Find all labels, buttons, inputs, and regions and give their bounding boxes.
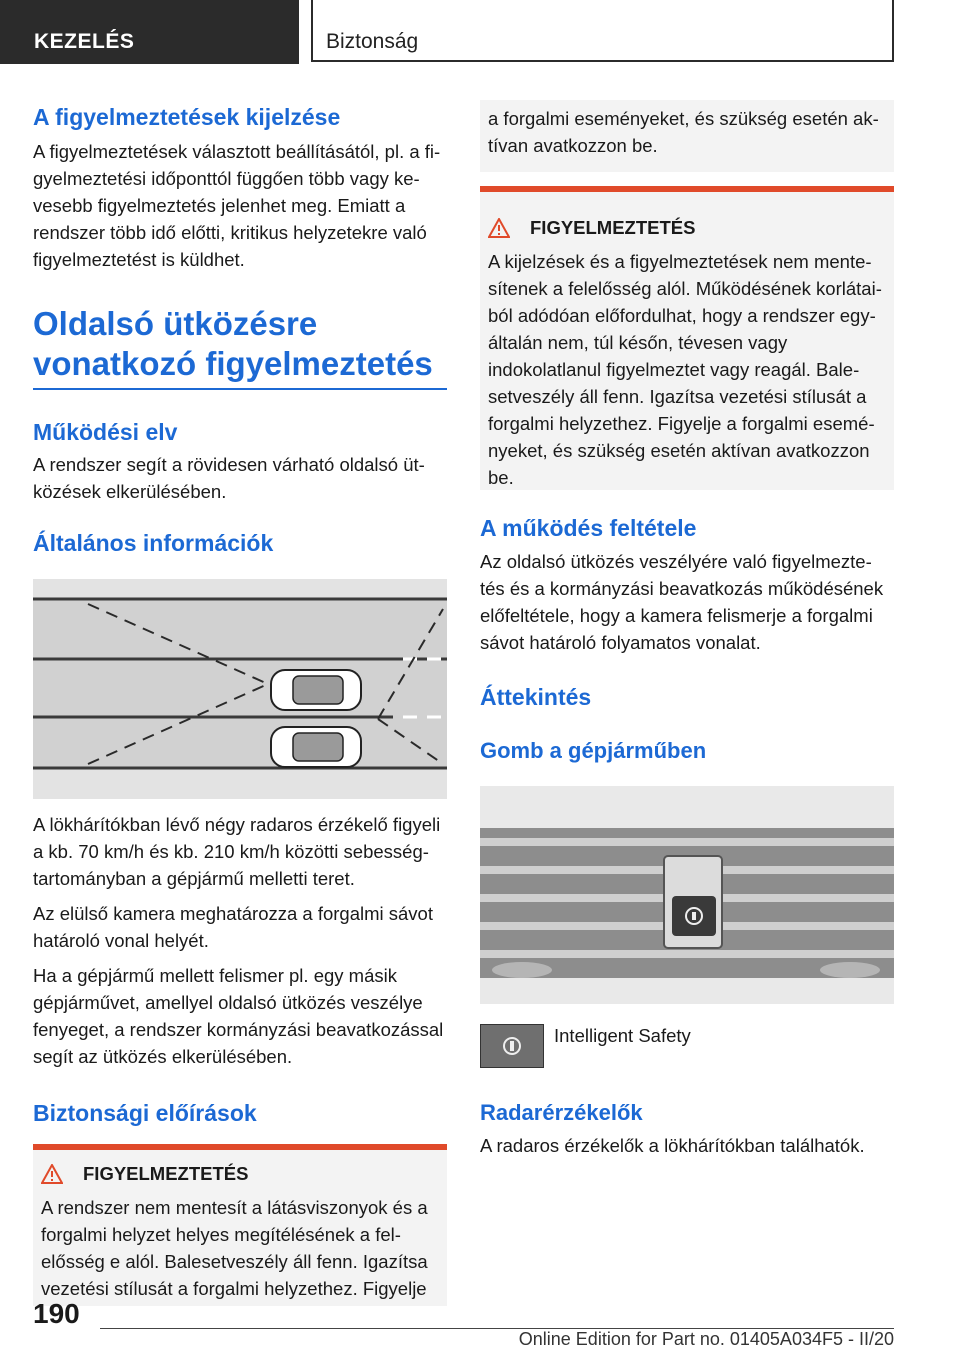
warning-title: FIGYELMEZTETÉS <box>83 1163 249 1184</box>
heading-safety: Biztonsági előírások <box>33 1100 257 1126</box>
intelligent-safety-button-icon <box>480 1024 544 1068</box>
warning-box <box>33 1144 447 1306</box>
title-rule <box>33 388 447 390</box>
button-label: Intelligent Safety <box>554 1025 691 1046</box>
warning-bar-2 <box>480 186 894 192</box>
paragraph-radar: A radaros érzékelők a lökhárítókban találhatók. <box>480 1135 865 1156</box>
heading-display: A figyelmeztetések kijelzése <box>33 104 341 130</box>
warning-text-2: A kijelzések és a figyelmeztetések nem mente-sítenek a felelősség alól. Működésének korlátai-ból adódóan előfordulhat, hogy a rendszer egy-általán nem, túl későn, tévesen vagy indokolatlanul figyelmeztet vagy reagál. Bale-setveszély áll fenn. Igazítsa vezetési stílusát a forgalmi helyzethez. Figyelje a forgalmi esemé-nyeket, és szükség esetén aktívan avatkozzon be. <box>488 251 882 488</box>
section-tab <box>0 0 299 64</box>
warning-continued <box>480 100 894 172</box>
car-top-icon <box>271 670 361 710</box>
heading-overview: Áttekintés <box>480 684 592 710</box>
right-column <box>480 100 894 1159</box>
paragraph-condition: Az oldalsó ütközés veszélyére való figyelmezte-tés és a kormányzási beavatkozás működésének előfeltétele, hogy a kamera felismerje a forgalmi sávot határoló folyamatos vonalat. <box>480 551 884 653</box>
paragraph-intervene: Ha a gépjármű mellett felismer pl. egy másik gépjárművet, amellyel oldalsó ütközés veszélye fenyeget, a rendszer kormányzási beavatkozással segít az ütközés elkerülésében. <box>33 965 444 1067</box>
heading-general: Általános információk <box>33 530 274 556</box>
warning-text: A rendszer nem mentesít a látásviszonyok és a forgalmi helyzet helyes megítélésének a fel-elősség e alól. Balesetveszély áll fenn. Igazítsa vezetési stílusát a forgalmi helyzethez. Figyelje <box>41 1197 428 1299</box>
warning-header <box>33 1154 447 1194</box>
left-column <box>33 100 447 1306</box>
topic-title: Biztonság <box>326 30 419 53</box>
button-legend <box>480 1024 894 1068</box>
page-title-line2: vonatkozó figyelmeztetés <box>33 345 433 382</box>
warning-bar <box>33 1144 447 1150</box>
paragraph-principle: A rendszer segít a rövidesen várható oldalsó üt-közések elkerülésében. <box>33 454 425 502</box>
warning-title-2: FIGYELMEZTETÉS <box>530 217 696 238</box>
heading-condition: A működés feltétele <box>480 515 697 541</box>
heading-button: Gomb a gépjárműben <box>480 738 707 763</box>
warning-continued-text: a forgalmi eseményeket, és szükség esetén ak-tívan avatkozzon be. <box>488 108 879 156</box>
warning-triangle-icon <box>488 218 510 238</box>
warning-triangle-icon <box>41 1164 63 1184</box>
topic-tab <box>311 0 894 62</box>
section-title: KEZELÉS <box>34 30 135 53</box>
footer-edition: Online Edition for Part no. 01405A034F5 - II/20 <box>518 1329 894 1349</box>
paragraph-sensors: A lökhárítókban lévő négy radaros érzékelő figyeli a kb. 70 km/h és kb. 210 km/h közötti sebesség-tartományban a gépjármű melletti teret. <box>33 814 441 889</box>
heading-principle: Működési elv <box>33 419 178 445</box>
page-number: 190 <box>33 1298 80 1329</box>
heading-radar: Radarérzékelők <box>480 1100 643 1125</box>
paragraph-display: A figyelmeztetések választott beállításától, pl. a fi-gyelmeztetési időponttól függően több vagy ke-vesebb figyelmeztetés jelenhet meg. Emiatt a rendszer több idő előtti, kritikus helyzetekre való figyelmeztetést is küldhet. <box>33 141 441 270</box>
lane-diagram <box>33 579 447 799</box>
vent-button-photo <box>480 786 894 1004</box>
car-bottom-icon <box>271 727 361 767</box>
warning-box-2 <box>480 186 894 490</box>
page-title-line1: Oldalsó ütközésre <box>33 305 318 342</box>
warning-header-2 <box>480 208 894 248</box>
paragraph-camera: Az elülső kamera meghatározza a forgalmi sávot határoló vonal helyét. <box>33 903 433 951</box>
